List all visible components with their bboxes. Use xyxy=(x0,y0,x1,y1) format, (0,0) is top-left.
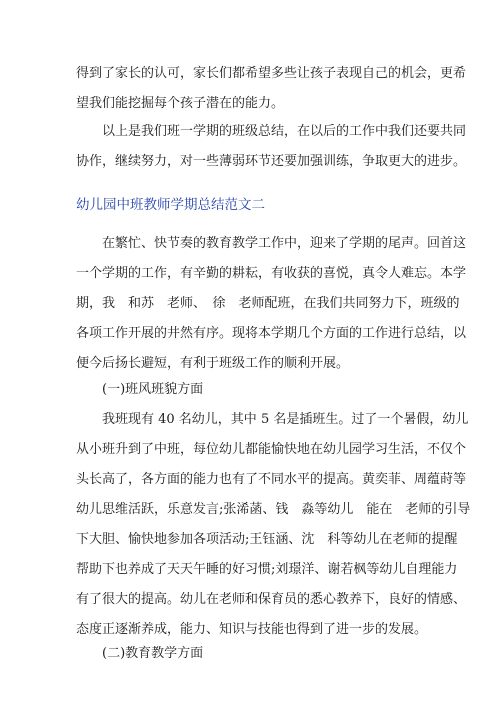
text-line: 各项工作开展的井然有序。现将本学期几个方面的工作进行总结，以 xyxy=(76,326,467,341)
text-line: 以上是我们班一学期的班级总结，在以后的工作中我们还要共同 xyxy=(102,124,467,139)
text-line: 在繁忙、快节奏的教育教学工作中，迎来了学期的尾声。回首这 xyxy=(102,236,467,251)
text-line: 望我们能挖掘每个孩子潜在的能力。 xyxy=(76,96,285,111)
paragraph-summary xyxy=(76,124,467,170)
section-title: 幼儿园中班教师学期总结范文二 xyxy=(76,197,265,213)
subheading-text: (一)班风班貌方面 xyxy=(102,382,204,397)
section-heading xyxy=(76,194,426,214)
paragraph-class xyxy=(76,412,471,638)
subheading-class-style xyxy=(76,382,426,398)
text-line: 一个学期的工作，有辛勤的耕耘，有收获的喜悦，真令人难忘。本学 xyxy=(76,266,467,281)
text-line: 态度正逐渐养成，能力、知识与技能也得到了进一步的发展。 xyxy=(76,622,428,637)
paragraph-intro xyxy=(76,236,467,372)
text-line: 头长高了，各方面的能力也有了不同水平的提高。黄奕菲、周蕴莳等 xyxy=(76,472,467,487)
text-line: 有了很大的提高。幼儿在老师和保育员的悉心教养下，良好的情感、 xyxy=(76,592,467,607)
subheading-text: (二)教育教学方面 xyxy=(102,646,204,661)
text-line: 协作，继续努力，对一些薄弱环节还要加强训练，争取更大的进步。 xyxy=(76,154,467,169)
text-line: 期，我 和苏 老师、 徐 老师配班，在我们共同努力下，班级的 xyxy=(76,296,460,311)
text-line: 得到了家长的认可，家长们都希望多些让孩子表现自己的机会，更希 xyxy=(76,66,467,81)
text-line: 从小班升到了中班，每位幼儿都能愉快地在幼儿园学习生活，不仅个 xyxy=(76,442,467,457)
paragraph-parent-feedback xyxy=(76,66,467,112)
text-line: 便今后扬长避短，有利于班级工作的顺利开展。 xyxy=(76,356,350,371)
subheading-teaching xyxy=(76,646,426,662)
text-line: 帮助下也养成了天天午睡的好习惯;刘璟洋、谢若枫等幼儿自理能力 xyxy=(76,562,458,577)
text-line: 幼儿思维活跃，乐意发言;张浠菡、钱 淼等幼儿 能在 老师的引导 xyxy=(76,502,471,517)
text-line: 下大胆、愉快地参加各项活动;王钰涵、沈 科等幼儿在老师的提醒 xyxy=(76,532,458,547)
text-line: 我班现有 40 名幼儿，其中 5 名是插班生。过了一个暑假，幼儿 xyxy=(102,412,469,427)
